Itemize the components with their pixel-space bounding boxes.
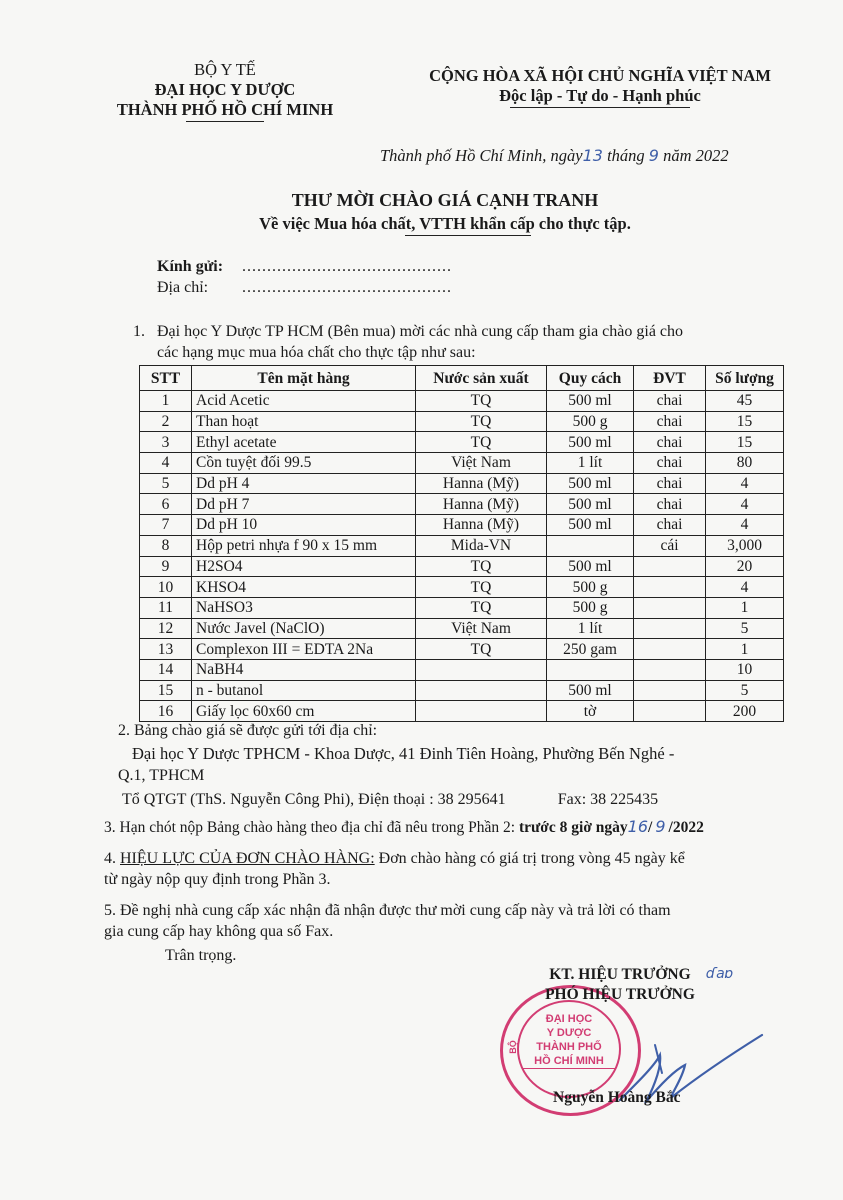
table-row bbox=[140, 391, 784, 412]
cell-unit: chai bbox=[634, 453, 706, 474]
cell-origin bbox=[416, 701, 547, 722]
section-2 bbox=[118, 720, 788, 810]
cell-origin bbox=[416, 659, 547, 680]
cell-spec: 1 lít bbox=[547, 618, 634, 639]
stamp-line3: THÀNH PHỐ bbox=[536, 1041, 602, 1053]
national-motto: Độc lập - Tự do - Hạnh phúc bbox=[499, 86, 701, 105]
cell-quantity: 5 bbox=[706, 618, 784, 639]
section-4 bbox=[104, 848, 794, 890]
section-3-text: 3. Hạn chót nộp Bảng chào hàng theo địa chỉ đã nêu trong Phần 2: bbox=[104, 819, 516, 836]
date-line bbox=[380, 146, 729, 166]
cell-unit bbox=[634, 618, 706, 639]
cell-quantity: 15 bbox=[706, 411, 784, 432]
cell-stt: 14 bbox=[140, 659, 192, 680]
cell-stt: 10 bbox=[140, 577, 192, 598]
cell-spec: tờ bbox=[547, 701, 634, 722]
signatory-name: Nguyễn Hoàng Bắc bbox=[553, 1089, 681, 1106]
section-1 bbox=[133, 321, 783, 363]
signature-line1: KT. HIỆU TRƯỞNG bbox=[549, 966, 691, 983]
initials-mark: ɗaɒ bbox=[706, 966, 734, 982]
cell-origin: Hanna (Mỹ) bbox=[416, 473, 547, 494]
university-name: ĐẠI HỌC Y DƯỢC bbox=[154, 80, 296, 99]
table-row bbox=[140, 639, 784, 660]
subtitle-underline bbox=[405, 235, 531, 236]
cell-stt: 1 bbox=[140, 391, 192, 412]
table-row bbox=[140, 618, 784, 639]
cell-quantity: 4 bbox=[706, 577, 784, 598]
cell-spec: 500 ml bbox=[547, 556, 634, 577]
cell-quantity: 20 bbox=[706, 556, 784, 577]
header-stt: STT bbox=[140, 366, 192, 391]
section-3-deadline-year: /2022 bbox=[668, 819, 704, 836]
signature-line2: PHÓ HIỆU TRƯỞNG bbox=[545, 986, 695, 1003]
cell-origin: Việt Nam bbox=[416, 453, 547, 474]
cell-origin: Hanna (Mỹ) bbox=[416, 494, 547, 515]
cell-origin: TQ bbox=[416, 577, 547, 598]
cell-stt: 15 bbox=[140, 680, 192, 701]
cell-spec: 250 gam bbox=[547, 639, 634, 660]
cell-quantity: 1 bbox=[706, 639, 784, 660]
cell-unit bbox=[634, 597, 706, 618]
cell-stt: 13 bbox=[140, 639, 192, 660]
section-3-deadline-month: 9 bbox=[655, 817, 666, 836]
cell-spec: 500 g bbox=[547, 411, 634, 432]
cell-origin: TQ bbox=[416, 391, 547, 412]
cell-unit: chai bbox=[634, 411, 706, 432]
section-2-fax: Fax: 38 225435 bbox=[557, 791, 659, 808]
cell-quantity: 4 bbox=[706, 515, 784, 536]
cell-spec: 1 lít bbox=[547, 453, 634, 474]
table-row bbox=[140, 411, 784, 432]
cell-quantity: 45 bbox=[706, 391, 784, 412]
cell-unit: chai bbox=[634, 515, 706, 536]
university-city: THÀNH PHỐ HỒ CHÍ MINH bbox=[116, 100, 334, 119]
table-row bbox=[140, 680, 784, 701]
cell-origin: Hanna (Mỹ) bbox=[416, 515, 547, 536]
cell-quantity: 15 bbox=[706, 432, 784, 453]
cell-spec: 500 ml bbox=[547, 494, 634, 515]
section-5-text-line2: gia cung cấp hay không qua số Fax. bbox=[104, 923, 334, 940]
cell-stt: 3 bbox=[140, 432, 192, 453]
table-row bbox=[140, 556, 784, 577]
cell-origin bbox=[416, 680, 547, 701]
cell-stt: 2 bbox=[140, 411, 192, 432]
date-year: năm 2022 bbox=[663, 146, 729, 165]
cell-item-name: Cồn tuyệt đối 99.5 bbox=[192, 453, 416, 474]
cell-item-name: Complexon III = EDTA 2Na bbox=[192, 639, 416, 660]
stamp-line1: ĐẠI HỌC bbox=[545, 1013, 593, 1025]
table-row bbox=[140, 535, 784, 556]
recipient-label: Kính gửi: bbox=[157, 258, 224, 275]
cell-stt: 16 bbox=[140, 701, 192, 722]
stamp-side-text: BỘ bbox=[508, 1040, 518, 1054]
cell-spec: 500 ml bbox=[547, 680, 634, 701]
header-left-underline bbox=[186, 121, 264, 122]
cell-item-name: Giấy lọc 60x60 cm bbox=[192, 701, 416, 722]
cell-stt: 6 bbox=[140, 494, 192, 515]
cell-stt: 11 bbox=[140, 597, 192, 618]
table-row bbox=[140, 453, 784, 474]
cell-spec: 500 g bbox=[547, 597, 634, 618]
cell-item-name: NaBH4 bbox=[192, 659, 416, 680]
cell-origin: TQ bbox=[416, 411, 547, 432]
cell-spec: 500 ml bbox=[547, 515, 634, 536]
ministry-name: BỘ Y TẾ bbox=[194, 60, 256, 79]
table-row bbox=[140, 473, 784, 494]
cell-stt: 4 bbox=[140, 453, 192, 474]
recipient-block bbox=[157, 256, 577, 298]
section-5 bbox=[104, 900, 794, 942]
date-month: 9 bbox=[648, 146, 659, 165]
header-right bbox=[400, 66, 800, 108]
cell-quantity: 3,000 bbox=[706, 535, 784, 556]
address-label: Địa chỉ: bbox=[157, 279, 209, 296]
cell-stt: 9 bbox=[140, 556, 192, 577]
cell-item-name: Dd pH 10 bbox=[192, 515, 416, 536]
cell-stt: 7 bbox=[140, 515, 192, 536]
cell-item-name: Hộp petri nhựa f 90 x 15 mm bbox=[192, 535, 416, 556]
table-row bbox=[140, 515, 784, 536]
cell-item-name: Ethyl acetate bbox=[192, 432, 416, 453]
cell-origin: TQ bbox=[416, 556, 547, 577]
document-subtitle: Về việc Mua hóa chất, VTTH khẩn cấp cho thực tập. bbox=[259, 214, 631, 233]
cell-unit: chai bbox=[634, 473, 706, 494]
header-left bbox=[95, 60, 355, 122]
cell-quantity: 1 bbox=[706, 597, 784, 618]
cell-item-name: Nước Javel (NaClO) bbox=[192, 618, 416, 639]
table-row bbox=[140, 494, 784, 515]
cell-spec: 500 ml bbox=[547, 391, 634, 412]
section-1-text-line2: các hạng mục mua hóa chất cho thực tập như sau: bbox=[157, 344, 476, 361]
cell-unit bbox=[634, 639, 706, 660]
table-row bbox=[140, 701, 784, 722]
cell-unit bbox=[634, 701, 706, 722]
section-2-address-line1: Đại học Y Dược TPHCM - Khoa Dược, 41 Đinh Tiên Hoàng, Phường Bến Nghé - bbox=[132, 744, 675, 763]
section-2-contact: Tổ QTGT (ThS. Nguyễn Công Phi), Điện thoại : 38 295641 bbox=[122, 791, 506, 808]
cell-quantity: 5 bbox=[706, 680, 784, 701]
cell-stt: 12 bbox=[140, 618, 192, 639]
cell-stt: 5 bbox=[140, 473, 192, 494]
items-table-body bbox=[140, 391, 784, 722]
stamp-line2: Y DƯỢC bbox=[546, 1027, 592, 1039]
cell-spec bbox=[547, 659, 634, 680]
country-name: CỘNG HÒA XÃ HỘI CHỦ NGHĨA VIỆT NAM bbox=[429, 66, 771, 85]
cell-origin: TQ bbox=[416, 597, 547, 618]
date-prefix: Thành phố Hồ Chí Minh, ngày bbox=[380, 146, 583, 165]
cell-origin: TQ bbox=[416, 639, 547, 660]
table-row bbox=[140, 659, 784, 680]
section-4-number: 4. bbox=[104, 850, 116, 867]
table-row bbox=[140, 432, 784, 453]
section-5-text-line1: 5. Đề nghị nhà cung cấp xác nhận đã nhận được thư mời cung cấp này và trả lời có tham bbox=[104, 902, 671, 919]
section-4-text-line1: Đơn chào hàng có giá trị trong vòng 45 ngày kể bbox=[378, 850, 685, 867]
cell-unit: cái bbox=[634, 535, 706, 556]
cell-stt: 8 bbox=[140, 535, 192, 556]
header-item-name: Tên mặt hàng bbox=[192, 366, 416, 391]
signature-block bbox=[520, 965, 720, 1005]
table-row bbox=[140, 597, 784, 618]
cell-unit bbox=[634, 680, 706, 701]
section-4-label: HIỆU LỰC CỦA ĐƠN CHÀO HÀNG: bbox=[120, 850, 375, 867]
cell-spec: 500 ml bbox=[547, 473, 634, 494]
cell-unit: chai bbox=[634, 494, 706, 515]
cell-spec: 500 ml bbox=[547, 432, 634, 453]
header-spec: Quy cách bbox=[547, 366, 634, 391]
cell-quantity: 4 bbox=[706, 473, 784, 494]
cell-quantity: 4 bbox=[706, 494, 784, 515]
cell-spec: 500 g bbox=[547, 577, 634, 598]
cell-item-name: Than hoạt bbox=[192, 411, 416, 432]
stamp-line4: HỒ CHÍ MINH bbox=[523, 1054, 615, 1069]
cell-item-name: Dd pH 7 bbox=[192, 494, 416, 515]
items-table bbox=[139, 365, 784, 722]
section-2-address-line2: Q.1, TPHCM bbox=[118, 767, 205, 784]
section-1-text-line1: Đại học Y Dược TP HCM (Bên mua) mời các nhà cung cấp tham gia chào giá cho bbox=[157, 323, 684, 340]
header-right-underline bbox=[510, 107, 690, 108]
table-header-row bbox=[140, 366, 784, 391]
address-dots: .......................................... bbox=[242, 279, 452, 296]
cell-unit bbox=[634, 659, 706, 680]
cell-origin: TQ bbox=[416, 432, 547, 453]
cell-spec bbox=[547, 535, 634, 556]
cell-item-name: NaHSO3 bbox=[192, 597, 416, 618]
document-title: THƯ MỜI CHÀO GIÁ CẠNH TRANH bbox=[291, 190, 599, 210]
table-row bbox=[140, 577, 784, 598]
recipient-dots: .......................................... bbox=[242, 258, 452, 275]
cell-unit: chai bbox=[634, 432, 706, 453]
section-3 bbox=[104, 816, 794, 838]
cell-unit: chai bbox=[634, 391, 706, 412]
date-month-label: tháng bbox=[607, 146, 645, 165]
cell-item-name: KHSO4 bbox=[192, 577, 416, 598]
cell-quantity: 80 bbox=[706, 453, 784, 474]
header-unit: ĐVT bbox=[634, 366, 706, 391]
section-3-deadline-prefix: trước 8 giờ ngày bbox=[518, 819, 628, 836]
section-3-deadline-sep: / bbox=[648, 819, 653, 836]
cell-quantity: 10 bbox=[706, 659, 784, 680]
cell-item-name: n - butanol bbox=[192, 680, 416, 701]
section-1-number: 1. bbox=[133, 323, 145, 340]
closing-text: Trân trọng. bbox=[165, 947, 237, 964]
cell-origin: Việt Nam bbox=[416, 618, 547, 639]
cell-item-name: Dd pH 4 bbox=[192, 473, 416, 494]
section-3-deadline-day: 16 bbox=[627, 817, 649, 836]
cell-quantity: 200 bbox=[706, 701, 784, 722]
cell-item-name: Acid Acetic bbox=[192, 391, 416, 412]
date-day: 13 bbox=[582, 146, 603, 165]
section-4-text-line2: từ ngày nộp quy định trong Phần 3. bbox=[104, 871, 331, 888]
cell-unit bbox=[634, 577, 706, 598]
header-origin: Nước sản xuất bbox=[416, 366, 547, 391]
section-2-heading: 2. Bảng chào giá sẽ được gửi tới địa chỉ: bbox=[118, 722, 378, 739]
cell-unit bbox=[634, 556, 706, 577]
cell-item-name: H2SO4 bbox=[192, 556, 416, 577]
header-quantity: Số lượng bbox=[706, 366, 784, 391]
cell-origin: Mida-VN bbox=[416, 535, 547, 556]
